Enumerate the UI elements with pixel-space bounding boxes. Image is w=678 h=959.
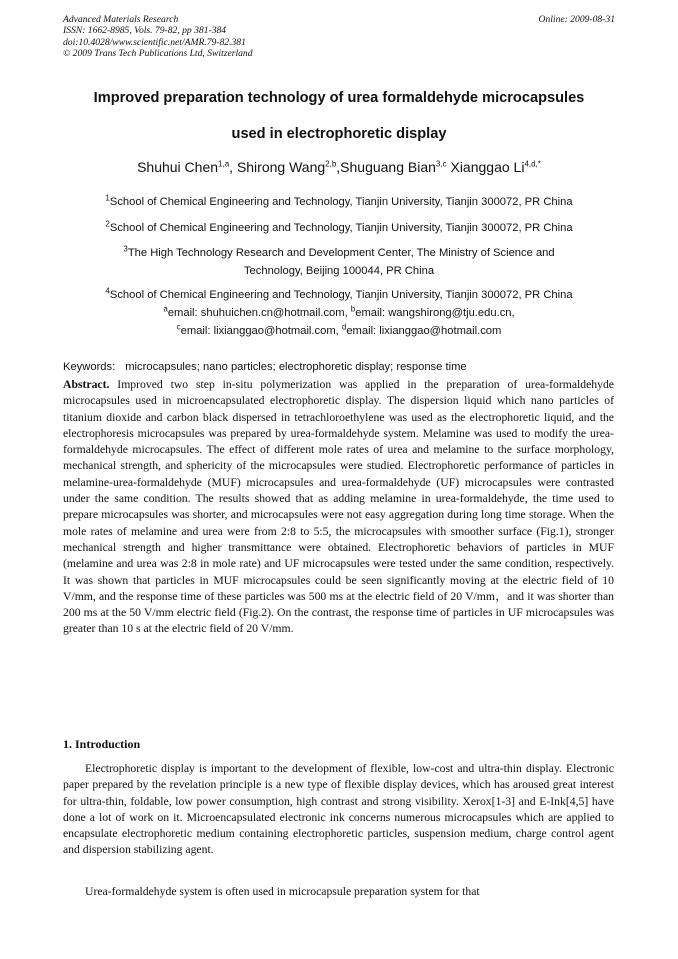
affiliation-3: [50, 244, 628, 280]
author-name: Shuhui Chen: [137, 159, 219, 175]
journal-name: Advanced Materials Research: [63, 14, 179, 25]
email-sup: b: [350, 304, 356, 314]
online-date: Online: 2009-08-31: [538, 14, 615, 25]
keywords-text: microcapsules; nano particles; electrophoretic display; response time: [125, 361, 467, 373]
affiliation-4: [50, 286, 628, 304]
email-sup: a: [163, 304, 168, 314]
email-line-1: [50, 304, 628, 322]
email-sup: d: [341, 322, 347, 332]
author-sup: 4,d,*: [524, 159, 541, 169]
author-name: Xianggao Li: [450, 159, 525, 175]
introduction-paragraph-1: Electrophoretic display is important to the development of flexible, low-cost and ultra-thin display. Electronic paper prepared by the revelation principle is a new type of flexible display devices, which has aroused great interest for ultra-thin, foldable, low power consumption, high contrast and strong visibility. Xerox[1-3] and E-Ink[4,5] have done a lot of work on it. Microencapsulated electronic ink concerns numerous microcapsules which are applied to encapsulate electrophoretic medium containing electrophoretic particles, suspension medium, charge control agent and dispersion stabilizing agent.: [63, 762, 614, 857]
journal-header: [63, 14, 615, 60]
email-text: email: lixianggao@hotmail.com: [346, 325, 502, 337]
introduction-paragraph-2: Urea-formaldehyde system is often used in microcapsule preparation system for that: [85, 885, 480, 898]
paper-title-line-1: Improved preparation technology of urea formaldehyde microcapsules: [93, 90, 585, 106]
issn-line: ISSN: 1662-8985, Vols. 79-82, pp 381-384: [63, 25, 227, 37]
paper-title-line-2: used in electrophoretic display: [231, 126, 447, 142]
affiliation-sup: 2: [105, 219, 110, 229]
author-separator: ,: [336, 159, 341, 175]
affiliation-1: [50, 193, 628, 211]
abstract-text: Improved two step in-situ polymerization was applied in the preparation of urea-formaldehyde microcapsules used in microencapsulated electrophoretic display. The dispersion liquid which nano particles of titanium dioxide and carbon black dispersed in tetrachloroethylene was used as the electrophoretic liquid, and the electrophoresis microcapsules was prepared by urea-formaldehyde system. Melamine was used to modify the urea-formaldehyde microcapsules. The effect of different mole rates of urea and melamine to the surface morphology, mechanical strength, and sphericity of the microcapsules were studied. Electrophoretic performance of particles in melamine-urea-formaldehyde (MUF) microcapsules and urea-formaldehyde (UF) microcapsules were contrasted under the same condition. The results showed that as adding melamine in urea-formaldehyde, the time used to prepare microcapsules was shorter, and microcapsules were not easy aggregation during long time storage. When the mole rates of melamine and urea were from 2:8 to 5:5, the microcapsules with smoother surface (Fig.1), stronger mechanical strength and higher transmittance were obtained. Electrophoretic behaviors of particles in MUF (melamine and urea was 2:8 in mole rate) and UF microcapsules were tested under the same condition, respectively. It was shown that particles in MUF microcapsules could be seen significantly moving at the electric field of 10 V/mm, and the response time of these particles was 500 ms at the electric field of 20 V/mm，and it was shorter than 200 ms at the 50 V/mm electric field (Fig.2). On the contrast, the response time of particles in UF microcapsules was greater than 10 s at the electric field of 20 V/mm.: [63, 378, 614, 636]
keywords-line: [63, 361, 623, 373]
email-text: email: shuhuichen.cn@hotmail.com,: [167, 307, 351, 319]
affiliation-sup: 4: [105, 286, 110, 296]
author-list: [40, 159, 638, 175]
author-name: Shirong Wang: [236, 159, 326, 175]
author-sup: 3,c: [435, 159, 447, 169]
affiliation-sup: 3: [123, 244, 128, 254]
affiliation-sup: 1: [105, 193, 110, 203]
affiliation-text: School of Chemical Engineering and Technology, Tianjin University, Tianjin 300072, PR China: [109, 289, 573, 301]
email-text: email: lixianggao@hotmail.com,: [180, 325, 342, 337]
affiliation-text: School of Chemical Engineering and Technology, Tianjin University, Tianjin 300072, PR China: [109, 196, 573, 208]
copyright-line: © 2009 Trans Tech Publications Ltd, Switzerland: [63, 48, 253, 60]
keywords-label: Keywords:: [63, 361, 116, 373]
doi-line: doi:10.4028/www.scientific.net/AMR.79-82.381: [63, 36, 246, 48]
affiliation-2: [50, 219, 628, 237]
section-heading-introduction: 1. Introduction: [63, 737, 141, 751]
author-name: Shuguang Bian: [340, 159, 436, 175]
author-sup: 1,a: [218, 159, 230, 169]
affiliation-text: School of Chemical Engineering and Technology, Tianjin University, Tianjin 300072, PR China: [109, 222, 573, 234]
author-sup: 2,b: [325, 159, 337, 169]
affiliation-text: Technology, Beijing 100044, PR China: [243, 265, 435, 277]
abstract-paragraph: [63, 377, 614, 638]
affiliation-text: The High Technology Research and Development Center, The Ministry of Science and: [127, 247, 555, 259]
abstract-label: Abstract.: [63, 378, 110, 391]
email-sup: c: [176, 322, 181, 332]
email-text: email: wangshirong@tju.edu.cn,: [355, 307, 515, 319]
author-separator: ,: [229, 159, 237, 175]
email-line-2: [50, 322, 628, 340]
